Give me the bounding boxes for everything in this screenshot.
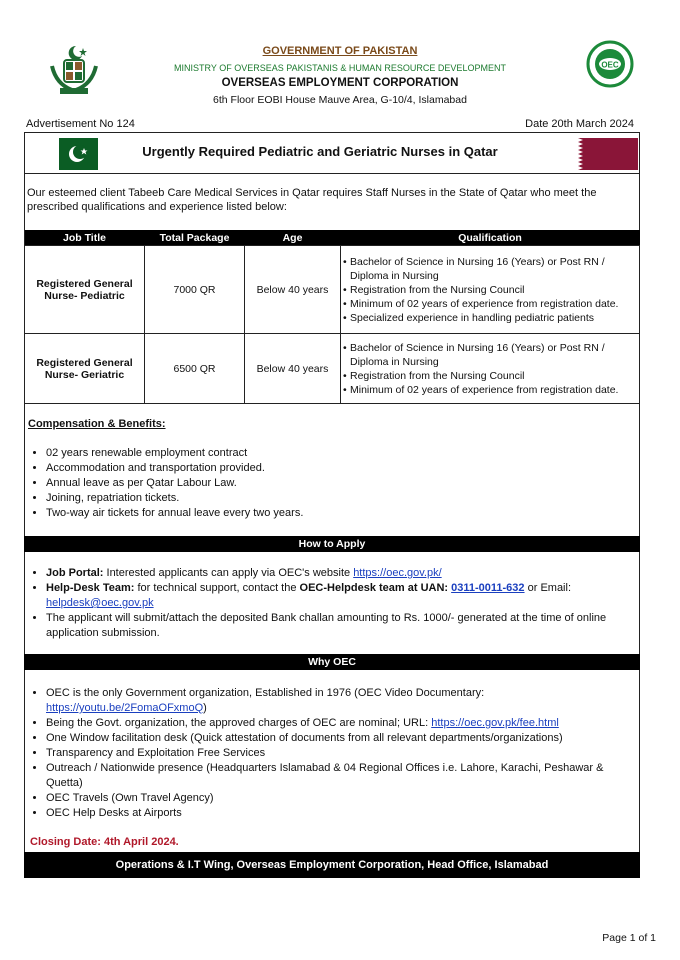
job-portal-link[interactable]: https://oec.gov.pk/ bbox=[353, 567, 442, 579]
qualification-item: • Minimum of 02 years of experience from registration date. bbox=[343, 383, 637, 397]
list-item bbox=[46, 716, 636, 731]
helpdesk-label: Help-Desk Team: bbox=[46, 582, 135, 594]
helpdesk-text: for technical support, contact the bbox=[134, 582, 300, 594]
list-item: • Annual leave as per Qatar Labour Law. bbox=[46, 476, 636, 491]
government-heading: GOVERNMENT OF PAKISTAN bbox=[262, 45, 418, 57]
qualification-cell bbox=[341, 246, 640, 334]
table-row bbox=[25, 334, 640, 404]
why-oec-item-text: OEC is the only Government organization, Established in 1976 (OEC Video Documentary: bbox=[46, 687, 485, 699]
advertisement-number: Advertisement No 124 bbox=[26, 118, 135, 130]
address-line: 6th Floor EOBI House Mauve Area, G-10/4, Islamabad bbox=[213, 94, 467, 106]
qatar-flag-icon bbox=[560, 138, 638, 170]
footer-bar: Operations & I.T Wing, Overseas Employment Corporation, Head Office, Islamabad bbox=[24, 852, 640, 878]
advertisement-title: Urgently Required Pediatric and Geriatric Nurses in Qatar bbox=[142, 144, 498, 159]
pakistan-flag-icon bbox=[46, 138, 98, 170]
qualification-item: • Bachelor of Science in Nursing 16 (Years) or Post RN / Diploma in Nursing bbox=[343, 255, 637, 283]
helpdesk-email-link[interactable]: helpdesk@oec.gov.pk bbox=[46, 597, 154, 609]
svg-text:OEC: OEC bbox=[601, 60, 619, 70]
list-item: • OEC Travels (Own Travel Agency) bbox=[46, 791, 636, 806]
list-item: • Two-way air tickets for annual leave every two years. bbox=[46, 506, 636, 521]
ministry-heading: MINISTRY OF OVERSEAS PAKISTANIS & HUMAN RESOURCE DEVELOPMENT bbox=[174, 63, 506, 73]
job-title-cell: Registered General Nurse- Pediatric bbox=[25, 246, 145, 334]
qualification-item: • Registration from the Nursing Council bbox=[343, 283, 637, 297]
qualification-item: • Minimum of 02 years of experience from registration date. bbox=[343, 297, 637, 311]
header-age: Age bbox=[245, 230, 341, 246]
jobs-table bbox=[24, 230, 640, 404]
qualification-cell bbox=[341, 334, 640, 404]
qualification-item: • Specialized experience in handling pediatric patients bbox=[343, 311, 637, 325]
job-portal-text: Interested applicants can apply via OEC's website bbox=[103, 567, 354, 579]
advertisement-date: Date 20th March 2024 bbox=[525, 118, 634, 130]
list-item: • Outreach / Nationwide presence (Headquarters Islamabad & 04 Regional Offices i.e. Lahore, Karachi, Peshawar & Quetta) bbox=[46, 761, 636, 791]
header-job-title: Job Title bbox=[25, 230, 145, 246]
compensation-heading: Compensation & Benefits: bbox=[28, 418, 166, 430]
how-to-apply-heading: How to Apply bbox=[24, 536, 640, 552]
closing-date: Closing Date: 4th April 2024. bbox=[30, 836, 179, 848]
why-oec-item-text: Being the Govt. organization, the approved charges of OEC are nominal; URL: bbox=[46, 717, 432, 729]
helpdesk-uan-link[interactable]: 0311-0011-632 bbox=[451, 582, 525, 594]
list-item bbox=[46, 566, 636, 581]
page-number: Page 1 of 1 bbox=[602, 932, 656, 944]
qualification-item: • Registration from the Nursing Council bbox=[343, 369, 637, 383]
why-oec-list bbox=[30, 686, 636, 821]
why-oec-heading: Why OEC bbox=[24, 654, 640, 670]
age-cell: Below 40 years bbox=[245, 246, 341, 334]
list-item: • Joining, repatriation tickets. bbox=[46, 491, 636, 506]
list-item bbox=[46, 686, 636, 716]
closing-paren: ) bbox=[203, 702, 207, 714]
package-cell: 6500 QR bbox=[145, 334, 245, 404]
list-item: • The applicant will submit/attach the deposited Bank challan amounting to Rs. 1000/- generated at the time of online application submission. bbox=[46, 611, 636, 641]
helpdesk-team: OEC-Helpdesk team at UAN: bbox=[299, 582, 452, 594]
table-row bbox=[25, 246, 640, 334]
list-item: • 02 years renewable employment contract bbox=[46, 446, 636, 461]
job-title-cell: Registered General Nurse- Geriatric bbox=[25, 334, 145, 404]
package-cell: 7000 QR bbox=[145, 246, 245, 334]
list-item: • OEC Help Desks at Airports bbox=[46, 806, 636, 821]
list-item: • Accommodation and transportation provided. bbox=[46, 461, 636, 476]
header-total-package: Total Package bbox=[145, 230, 245, 246]
list-item bbox=[46, 581, 636, 611]
list-item: • Transparency and Exploitation Free Services bbox=[46, 746, 636, 761]
qualification-item: • Bachelor of Science in Nursing 16 (Years) or Post RN / Diploma in Nursing bbox=[343, 341, 637, 369]
fee-link[interactable]: https://oec.gov.pk/fee.html bbox=[431, 717, 559, 729]
intro-paragraph: Our esteemed client Tabeeb Care Medical Services in Qatar requires Staff Nurses in the State of Qatar who meet the prescribed qualifications and experience listed below: bbox=[27, 187, 597, 213]
how-to-apply-list bbox=[30, 566, 636, 641]
header-qualification: Qualification bbox=[341, 230, 640, 246]
compensation-list bbox=[30, 446, 636, 521]
video-documentary-link[interactable]: https://youtu.be/2FomaOFxmoQ bbox=[46, 702, 204, 714]
list-item: • One Window facilitation desk (Quick attestation of documents from all relevant departments/organizations) bbox=[46, 731, 636, 746]
job-portal-label: Job Portal: bbox=[46, 567, 104, 579]
age-cell: Below 40 years bbox=[245, 334, 341, 404]
helpdesk-or: or Email: bbox=[524, 582, 572, 594]
corporation-heading: OVERSEAS EMPLOYMENT CORPORATION bbox=[221, 77, 459, 89]
